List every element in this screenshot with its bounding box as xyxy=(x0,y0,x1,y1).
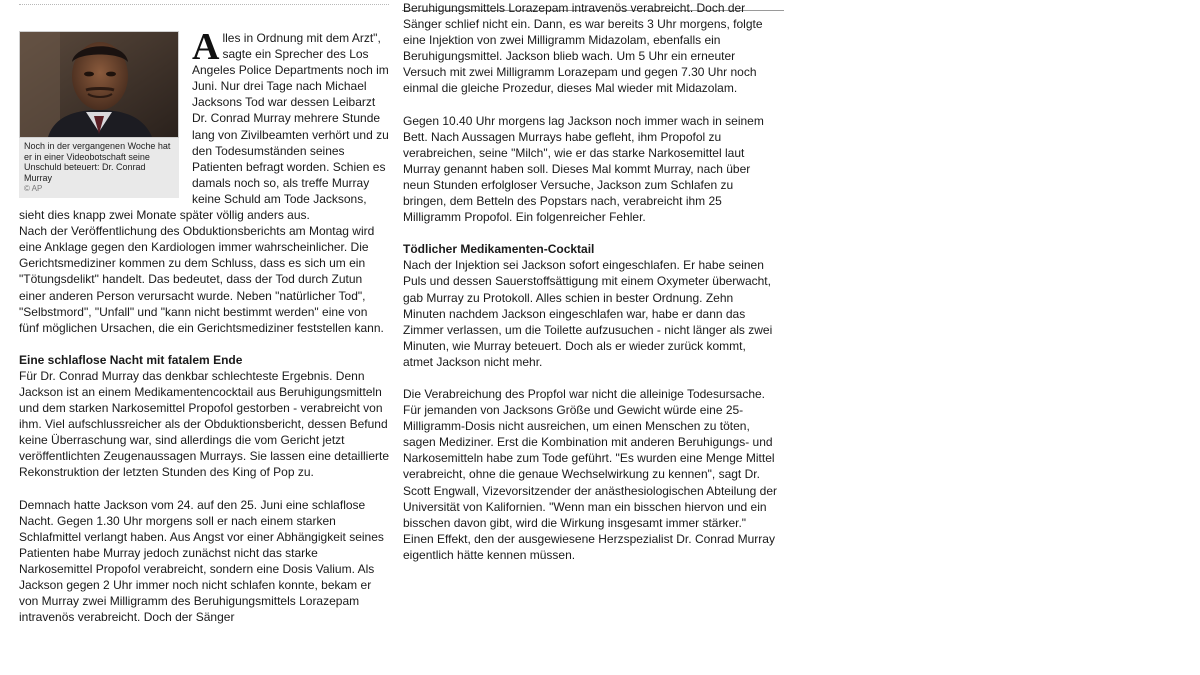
paragraph-injektion: Nach der Injektion sei Jackson sofort eingeschlafen. Er habe seinen Puls und dessen Sauerstoffsättigung mit einem Oxymeter überwacht, gab Murray zu Protokoll. Alles schien in bester Ordnung. Zehn Minuten nachdem Jackson eingeschlafen war, habe er dann das Zimmer verlassen, um die Toilette aufzusuchen - nicht länger als zwei Minuten, wie Murray beteuert. Doch als er wieder zurück kommt, atmet Jackson nicht mehr. xyxy=(403,258,773,369)
section-heading-cocktail: Tödlicher Medikamenten-Cocktail xyxy=(403,242,595,257)
section-heading-schlaflose-nacht: Eine schlaflose Nacht mit fatalem Ende xyxy=(19,352,243,367)
lead-text: lles in Ordnung mit dem Arzt", sagte ein Sprecher des Los Angeles Police Departments noch im Juni. Nur drei Tage nach Michael Jacksons Tod war dessen Leibarzt Dr. Conrad Murray mehrere Stunde lang von Zivilbeamten verhört und zu den Todesumständen seines Patienten befragt worden. Schien es damals noch so, als treffe Murray keine Schuld am Tode Jacksons, sieht dies knapp zwei Monate später völlig anders aus. xyxy=(19,31,389,223)
photo-box xyxy=(19,31,179,198)
paragraph-obduktion: Nach der Veröffentlichung des Obduktionsberichts am Montag wird eine Anklage gegen den Kardiologen immer wahrscheinlicher. Die Gerichtsmediziner kommen zu dem Schluss, dass es sich um ein "Tötungsdelikt" handelt. Das bedeutet, dass der Tod durch Zutun einer anderen Person verursacht wurde. Neben "natürlicher Tod", "Selbstmord", "Unfall" und "kann nicht bestimmt werden" eine von fünf möglichen Ursachen, die ein Gerichtsmediziner feststellen kann. xyxy=(19,224,384,335)
paragraph-propofol: Gegen 10.40 Uhr morgens lag Jackson noch immer wach in seinem Bett. Nach Aussagen Murrays habe gefleht, ihm Propofol zu verabreichen, seine "Milch", wie er das starke Narkosemittel laut Murray genannt haben soll. Dieses Mal kommt Murray, nach über neun Stunden erfolgloser Versuche, Jackson zum Schlafen zu bringen, dem Betteln des Popstars nach, verabreicht ihm 25 Milligramm Propofol. Ein folgenreicher Fehler. xyxy=(403,113,764,225)
photo-caption-text: Noch in der vergangenen Woche hat er in einer Videobotschaft seine Unschuld beteuert: Dr. Conrad Murray xyxy=(24,141,171,183)
drop-cap: A xyxy=(192,26,220,68)
photo-credit: © AP xyxy=(24,184,43,193)
paragraph-continuation: Beruhigungsmittels Lorazepam intravenös verabreicht. Doch der Sänger schlief nicht ein. Dann, es war bereits 3 Uhr morgens, folgte eine Injektion von zwei Milligramm Midazolam, ebenfalls ein Beruhigungsmittel. Jackson blieb wach. Um 5 Uhr ein erneuter Versuch mit zwei Milligramm Lorazepam und gegen 7.30 Uhr noch einmal die gleiche Prozedur, dieses Mal wieder mit Midazolam. xyxy=(403,1,763,96)
photo-caption xyxy=(19,138,179,198)
article-column-right xyxy=(403,0,778,580)
portrait-photo xyxy=(19,31,179,138)
paragraph-todesursache: Die Verabreichung des Propfol war nicht die alleinige Todesursache. Für jemanden von Jacksons Größe und Gewicht würde eine 25-Milligramm-Dosis nicht ausreichen, um einen Menschen zu töten, sagen Mediziner. Erst die Kombination mit anderen Beruhigungs- und Narkosemitteln habe zum Tode geführt. "Es wurden eine Menge Mittel verabreicht, ohne die genaue Wechselwirkung zu kennen", sagt Dr. Scott Engwall, Vizevorsitzender der anästhesiologischen Abteilung der Universität von Kalifornien. "Wenn man ein bisschen hiervon und ein bisschen davon gibt, wird die Wirkung insgesamt immer stärker." Einen Effekt, den der ausgewiesene Herzspezialist Dr. Conrad Murray eigentlich hätte kennen müssen. xyxy=(403,386,778,562)
paragraph-ergebnis: Für Dr. Conrad Murray das denkbar schlechteste Ergebnis. Denn Jackson ist an einem Medikamentencocktail aus Beruhigungsmitteln und dem starken Narkosemittel Propofol gestorben - verabreicht von ihm. Viel aufschlussreicher als der Obduktionsbericht, dessen Befund keine Überraschung war, sind allerdings die vom Gericht jetzt veröffentlichten Zeugenaussagen Murrays. Sie lassen eine detaillierte Rekonstruktion der letzten Stunden des King of Pop zu. xyxy=(19,368,389,480)
article-column-left xyxy=(19,0,389,625)
paragraph-nacht-verlauf: Demnach hatte Jackson vom 24. auf den 25. Juni eine schlaflose Nacht. Gegen 1.30 Uhr morgens soll er nach einem starken Schlafmittel verlangt haben. Aus Angst vor einer Abhängigkeit seines Patienten habe Murray jedoch zunächst nicht das starke Narkosemittel Propofol verabreicht, sondern eine Dosis Valium. Als Jackson gegen 2 Uhr immer noch nicht schlafen konnte, bekam er von Murray zwei Milligramm des Beruhigungsmittels Lorazepam intravenös verabreicht. Doch der Sänger xyxy=(19,497,384,625)
portrait-photo-icon xyxy=(20,32,178,137)
